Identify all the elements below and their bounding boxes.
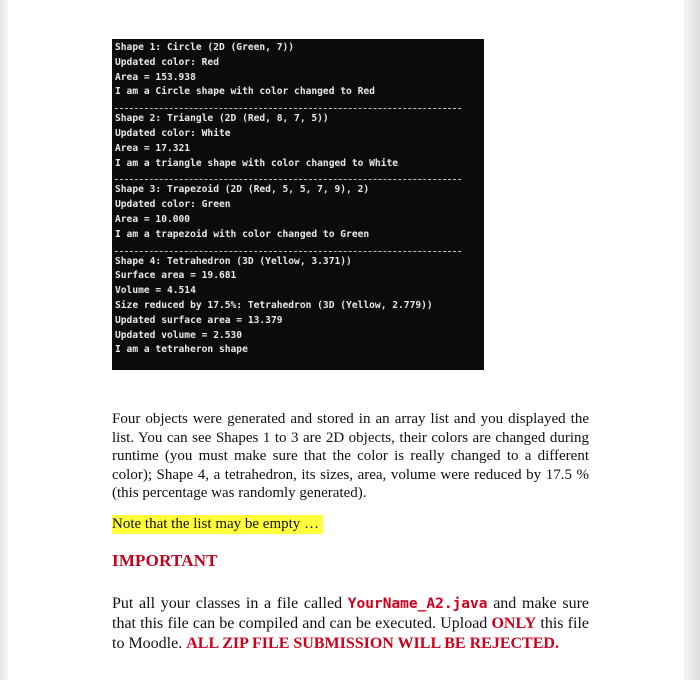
console-output: [112, 39, 484, 370]
console-line: I am a trapezoid with color changed to Green: [115, 228, 370, 240]
console-separator: [115, 102, 461, 109]
console-line: Updated volume = 2.530: [115, 329, 243, 341]
console-line: I am a Circle shape with color changed to Red: [115, 86, 375, 98]
console-line: Area = 153.938: [115, 71, 196, 83]
console-block-shape-4: [115, 255, 484, 359]
console-line: Area = 17.321: [115, 142, 191, 154]
console-line: Volume = 4.514: [115, 285, 196, 297]
console-line: Updated color: Green: [115, 199, 231, 211]
console-line: Shape 2: Triangle (2D (Red, 8, 7, 5)): [115, 113, 329, 125]
page-edge-right: [684, 0, 700, 680]
console-line: Updated surface area = 13.379: [115, 314, 283, 326]
console-line: I am a tetraheron shape: [115, 344, 248, 356]
console-line: Area = 10.000: [115, 213, 191, 225]
console-line: Surface area = 19.681: [115, 270, 237, 282]
empty-list-note: Note that the list may be empty …: [112, 515, 323, 534]
filename: YourName_A2.java: [347, 596, 488, 612]
page-edge-left: [0, 0, 8, 680]
only-emphasis: ONLY: [491, 615, 537, 632]
console-separator: [115, 173, 461, 180]
description-paragraph: Four objects were generated and stored in an array list and you displayed the list. You can see Shapes 1 to 3 are 2D objects, their colors are changed during runtime (you must make sure that the color is really changed to a different color); Shape 4, a tetrahedron, its sizes, area, volume were reduced by 17.5 % (this percentage was randomly generated).: [112, 411, 589, 501]
submission-instructions: [112, 594, 589, 654]
console-line: Shape 4: Tetrahedron (3D (Yellow, 3.371)): [115, 255, 352, 267]
console-line: Updated color: White: [115, 127, 231, 139]
zip-warning: ALL ZIP FILE SUBMISSION WILL BE REJECTED.: [186, 635, 559, 652]
important-heading: IMPORTANT: [112, 551, 218, 570]
instructions-text: Put all your classes in a file called: [112, 595, 348, 612]
console-block-shape-2: [115, 112, 484, 171]
instructions-text: this file to Moodle.: [112, 615, 590, 652]
instructions-text: and make sure that this file can be compiled and can be executed. Upload: [112, 595, 590, 632]
console-line: Updated color: Red: [115, 56, 219, 68]
console-line: Shape 3: Trapezoid (2D (Red, 5, 5, 7, 9), 2): [115, 184, 370, 196]
console-separator: [115, 245, 461, 252]
console-line: Shape 1: Circle (2D (Green, 7)): [115, 42, 295, 53]
console-line: I am a triangle shape with color changed to White: [115, 157, 399, 169]
console-block-shape-3: [115, 183, 484, 242]
console-line: Size reduced by 17.5%: Tetrahedron (3D (Yellow, 2.779)): [115, 299, 433, 311]
console-block-shape-1: [115, 41, 484, 100]
